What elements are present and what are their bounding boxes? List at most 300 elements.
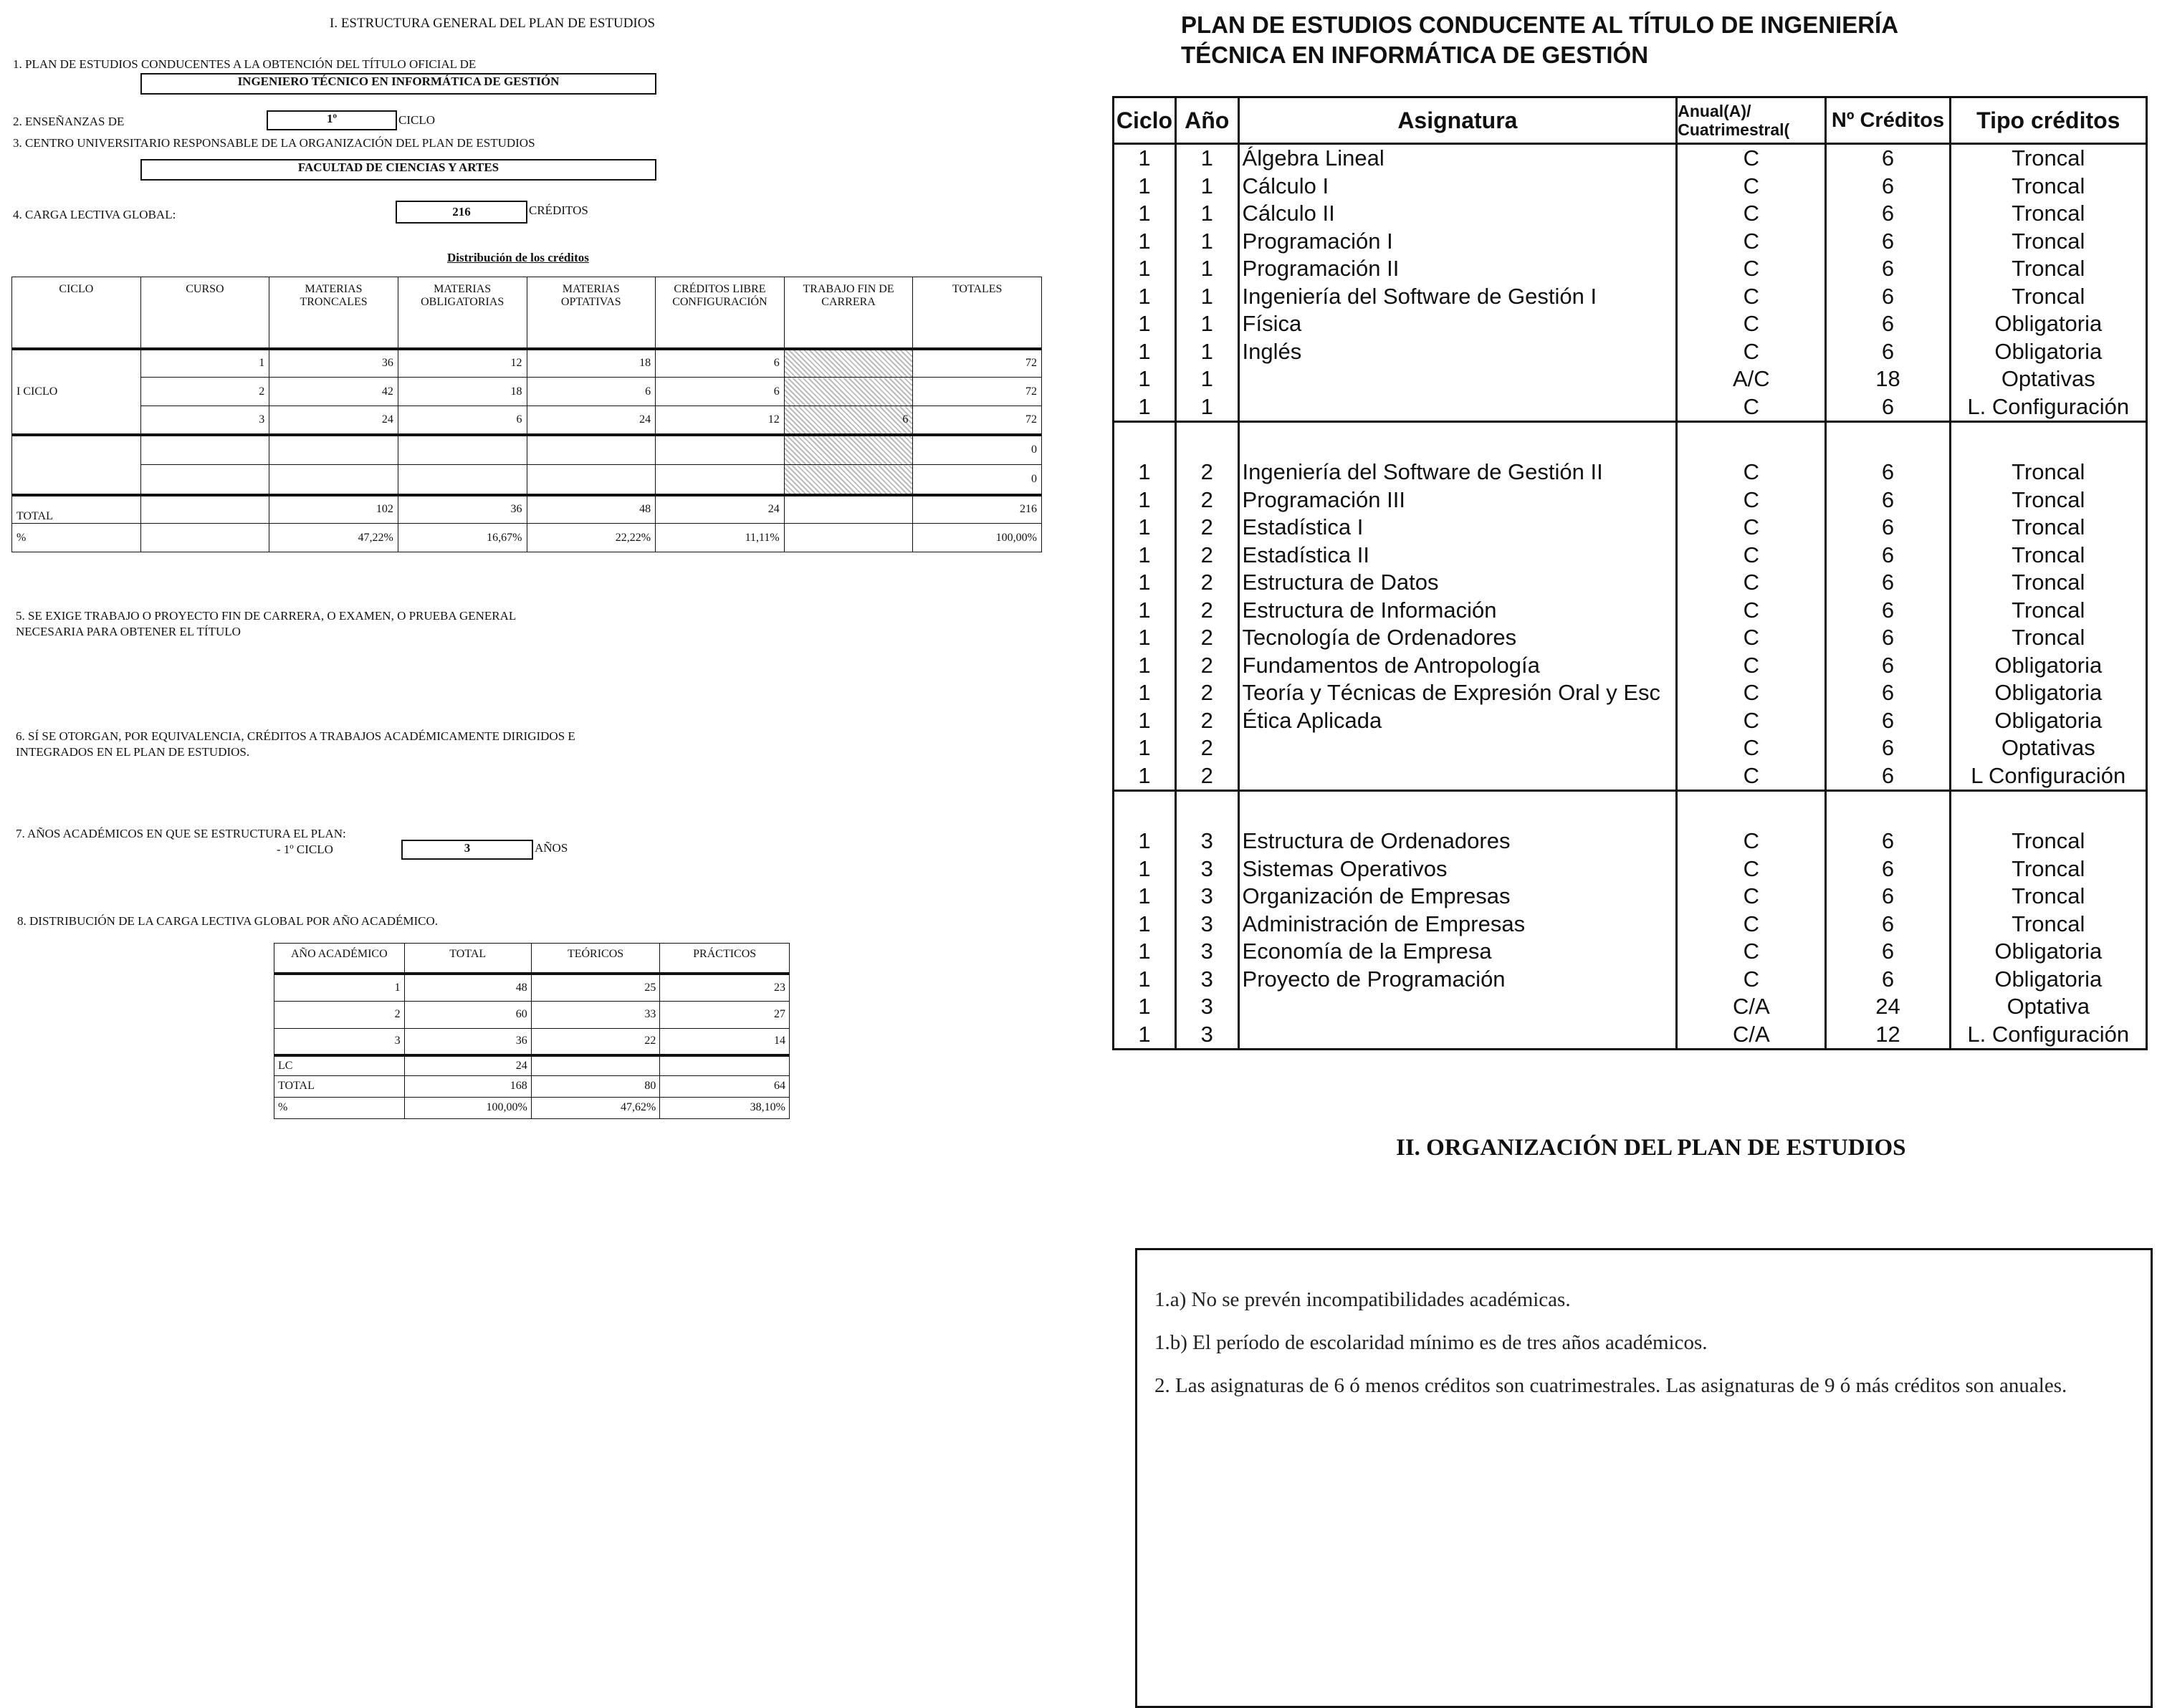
col-curso: CURSO — [140, 277, 269, 349]
ciclo-cell: 1 — [1114, 459, 1176, 486]
col-total: TOTAL — [404, 944, 531, 974]
ciclo-cell: 1 — [1114, 310, 1176, 338]
ciclo-cell: 1 — [1114, 624, 1176, 652]
creditos-cell: 24 — [1826, 993, 1950, 1021]
practicos-cell: 27 — [660, 1001, 790, 1028]
plan-title — [1181, 10, 1898, 70]
creditos-cell: 6 — [1826, 624, 1950, 652]
asignatura-cell: Organización de Empresas — [1238, 883, 1677, 911]
tipo-cell: Troncal — [1950, 855, 2146, 883]
creditos-cell: 6 — [1826, 486, 1950, 514]
subject-row — [1114, 938, 2147, 966]
ano-cell: 2 — [1175, 624, 1238, 652]
ciclo-cell: 1 — [1114, 514, 1176, 542]
asignatura-cell: Estructura de Datos — [1238, 569, 1677, 597]
table-header-row — [1114, 97, 2147, 144]
cycle-suffix: CICLO — [398, 113, 435, 127]
year-cell: % — [274, 1097, 405, 1118]
total-cell: 60 — [404, 1001, 531, 1028]
ano-cell: 3 — [1175, 911, 1238, 939]
optativas-cell: 6 — [527, 378, 656, 406]
table-header-row — [12, 277, 1042, 349]
table-row — [274, 974, 790, 1001]
annual-load-table — [274, 943, 790, 1119]
libre-cell: 6 — [656, 349, 785, 378]
total-cell: 168 — [404, 1075, 531, 1097]
total-row — [274, 1075, 790, 1097]
anual-cuatrimestral-cell: C — [1677, 255, 1826, 283]
total-cell: 100,00% — [404, 1097, 531, 1118]
teoricos-cell: 33 — [531, 1001, 660, 1028]
notes-box — [1135, 1248, 2153, 1708]
anual-cuatrimestral-cell: C — [1677, 228, 1826, 256]
asignatura-cell: Programación III — [1238, 486, 1677, 514]
curso-cell: 2 — [140, 378, 269, 406]
creditos-cell: 6 — [1826, 855, 1950, 883]
anual-cuatrimestral-cell: C/A — [1677, 993, 1826, 1021]
section-2-title: II. ORGANIZACIÓN DEL PLAN DE ESTUDIOS — [1396, 1135, 1906, 1161]
ciclo-cell: 1 — [1114, 1021, 1176, 1050]
subject-row — [1114, 707, 2147, 735]
troncales-cell: 24 — [269, 406, 398, 435]
ciclo-cell: 1 — [1114, 173, 1176, 201]
ciclo-cell: 1 — [1114, 883, 1176, 911]
curso-cell: 1 — [140, 349, 269, 378]
table-row — [12, 465, 1042, 495]
ciclo-cell: 1 — [1114, 228, 1176, 256]
tipo-cell: Troncal — [1950, 883, 2146, 911]
group-spacer — [1114, 791, 2147, 828]
teoricos-cell: 80 — [531, 1075, 660, 1097]
subject-row — [1114, 310, 2147, 338]
ano-cell: 1 — [1175, 365, 1238, 393]
troncales-cell: 36 — [269, 349, 398, 378]
percent-row — [12, 524, 1042, 552]
table-row — [12, 435, 1042, 465]
tipo-cell: Troncal — [1950, 459, 2146, 486]
year-cell: 3 — [274, 1028, 405, 1055]
totales-cell: 0 — [913, 435, 1042, 465]
tipo-cell: Obligatoria — [1950, 938, 2146, 966]
ciclo-cell: 1 — [1114, 255, 1176, 283]
ano-cell: 2 — [1175, 734, 1238, 762]
subject-row — [1114, 597, 2147, 625]
subject-row — [1114, 883, 2147, 911]
anual-cuatrimestral-cell: C — [1677, 338, 1826, 366]
section-5-line2: NECESARIA PARA OBTENER EL TÍTULO — [16, 625, 241, 638]
anual-cuatrimestral-cell: C — [1677, 486, 1826, 514]
ciclo-cell: 1 — [1114, 707, 1176, 735]
tipo-cell: L. Configuración — [1950, 1021, 2146, 1050]
tipo-cell: Troncal — [1950, 200, 2146, 228]
ciclo-cell: I CICLO — [12, 349, 141, 435]
creditos-cell: 6 — [1826, 200, 1950, 228]
ciclo-cell: 1 — [1114, 938, 1176, 966]
anual-cuatrimestral-cell: C — [1677, 569, 1826, 597]
pct-optativas: 22,22% — [527, 524, 656, 552]
total-obligatorias: 36 — [398, 495, 527, 524]
section-5-line1: 5. SE EXIGE TRABAJO O PROYECTO FIN DE CARRERA, O EXAMEN, O PRUEBA GENERAL — [16, 609, 517, 623]
subject-row — [1114, 338, 2147, 366]
table-row — [274, 1001, 790, 1028]
subject-row — [1114, 542, 2147, 570]
anual-cuatrimestral-cell: C — [1677, 966, 1826, 994]
anual-cuatrimestral-cell: C — [1677, 679, 1826, 707]
subject-row — [1114, 911, 2147, 939]
teoricos-cell: 25 — [531, 974, 660, 1001]
optativas-cell: 18 — [527, 349, 656, 378]
subject-row — [1114, 855, 2147, 883]
subject-row — [1114, 569, 2147, 597]
total-cell: 24 — [404, 1055, 531, 1075]
ano-cell: 2 — [1175, 679, 1238, 707]
ano-cell: 3 — [1175, 966, 1238, 994]
subject-row — [1114, 393, 2147, 422]
ciclo-cell: 1 — [1114, 762, 1176, 791]
asignatura-cell: Programación II — [1238, 255, 1677, 283]
creditos-cell: 6 — [1826, 938, 1950, 966]
ano-cell: 1 — [1175, 144, 1238, 173]
spacer-cell — [1238, 791, 1677, 828]
spacer-cell — [1826, 791, 1950, 828]
tipo-cell: Obligatoria — [1950, 652, 2146, 680]
asignatura-cell: Fundamentos de Antropología — [1238, 652, 1677, 680]
asignatura-cell: Proyecto de Programación — [1238, 966, 1677, 994]
col-creditos: Nº Créditos — [1826, 97, 1950, 144]
group-spacer — [1114, 422, 2147, 459]
tipo-cell: Troncal — [1950, 228, 2146, 256]
ano-cell: 3 — [1175, 855, 1238, 883]
pct-obligatorias: 16,67% — [398, 524, 527, 552]
section-4-label: 4. CARGA LECTIVA GLOBAL: — [13, 208, 176, 221]
spacer-cell — [1826, 422, 1950, 459]
anual-cuatrimestral-cell: C — [1677, 652, 1826, 680]
creditos-cell: 6 — [1826, 679, 1950, 707]
tipo-cell: Troncal — [1950, 486, 2146, 514]
col-anual-line2: Cuatrimestral( — [1678, 120, 1790, 139]
tipo-cell: Obligatoria — [1950, 679, 2146, 707]
asignatura-cell: Ingeniería del Software de Gestión II — [1238, 459, 1677, 486]
subject-row — [1114, 144, 2147, 173]
subject-row — [1114, 966, 2147, 994]
ciclo-cell: 1 — [1114, 679, 1176, 707]
ano-cell: 1 — [1175, 338, 1238, 366]
spacer-cell — [1677, 422, 1826, 459]
tfc-cell — [784, 435, 913, 465]
asignatura-cell: Estructura de Ordenadores — [1238, 827, 1677, 855]
plan-title-line1: PLAN DE ESTUDIOS CONDUCENTE AL TÍTULO DE INGENIERÍA — [1181, 11, 1899, 38]
note-1b: 1.b) El período de escolaridad mínimo es de tres años académicos. — [1154, 1331, 1708, 1354]
col-ciclo: Ciclo — [1114, 97, 1176, 144]
ciclo-cell: 1 — [1114, 200, 1176, 228]
ano-cell: 2 — [1175, 652, 1238, 680]
anual-cuatrimestral-cell: C — [1677, 514, 1826, 542]
obligatorias-cell: 18 — [398, 378, 527, 406]
asignatura-cell — [1238, 734, 1677, 762]
creditos-cell: 6 — [1826, 569, 1950, 597]
creditos-cell: 6 — [1826, 652, 1950, 680]
global-load-field: 216 — [396, 201, 527, 224]
ano-cell: 1 — [1175, 173, 1238, 201]
col-ano-academico: AÑO ACADÉMICO — [274, 944, 405, 974]
ciclo-cell: 1 — [1114, 734, 1176, 762]
ano-cell: 2 — [1175, 514, 1238, 542]
asignatura-cell: Tecnología de Ordenadores — [1238, 624, 1677, 652]
totales-cell: 72 — [913, 378, 1042, 406]
creditos-cell: 6 — [1826, 144, 1950, 173]
asignatura-cell: Ingeniería del Software de Gestión I — [1238, 283, 1677, 311]
subject-row — [1114, 365, 2147, 393]
tipo-cell: Obligatoria — [1950, 310, 2146, 338]
tfc-cell — [784, 378, 913, 406]
tfc-cell — [784, 465, 913, 495]
tipo-cell: Obligatoria — [1950, 707, 2146, 735]
anual-cuatrimestral-cell: C — [1677, 883, 1826, 911]
obligatorias-cell: 6 — [398, 406, 527, 435]
creditos-cell: 6 — [1826, 597, 1950, 625]
ano-cell: 3 — [1175, 938, 1238, 966]
asignatura-cell: Cálculo I — [1238, 173, 1677, 201]
table-row — [12, 349, 1042, 378]
col-practicos: PRÁCTICOS — [660, 944, 790, 974]
tipo-cell: Troncal — [1950, 514, 2146, 542]
year-cell: TOTAL — [274, 1075, 405, 1097]
ano-cell: 1 — [1175, 200, 1238, 228]
tipo-cell: L. Configuración — [1950, 393, 2146, 422]
asignatura-cell: Inglés — [1238, 338, 1677, 366]
subject-row — [1114, 486, 2147, 514]
asignatura-cell: Sistemas Operativos — [1238, 855, 1677, 883]
ciclo-cell: 1 — [1114, 855, 1176, 883]
tipo-cell: Optativas — [1950, 734, 2146, 762]
spacer-cell — [1114, 791, 1176, 828]
ciclo-cell: 1 — [1114, 283, 1176, 311]
subject-row — [1114, 459, 2147, 486]
creditos-cell: 6 — [1826, 310, 1950, 338]
anual-cuatrimestral-cell: C — [1677, 707, 1826, 735]
tipo-cell: Obligatoria — [1950, 338, 2146, 366]
ciclo-cell: 1 — [1114, 393, 1176, 422]
creditos-cell: 6 — [1826, 255, 1950, 283]
curso-cell: 3 — [140, 406, 269, 435]
libre-cell: 6 — [656, 378, 785, 406]
asignatura-cell — [1238, 365, 1677, 393]
teoricos-cell: 47,62% — [531, 1097, 660, 1118]
asignatura-cell — [1238, 1021, 1677, 1050]
asignatura-cell: Ética Aplicada — [1238, 707, 1677, 735]
ano-cell: 1 — [1175, 393, 1238, 422]
anual-cuatrimestral-cell: C — [1677, 938, 1826, 966]
ano-cell: 3 — [1175, 993, 1238, 1021]
ano-cell: 1 — [1175, 228, 1238, 256]
col-anual-line1: Anual(A)/ — [1678, 102, 1751, 120]
ano-cell: 1 — [1175, 283, 1238, 311]
distribution-title: Distribución de los créditos — [447, 251, 589, 264]
col-trabajo-fin-carrera: TRABAJO FIN DE CARRERA — [784, 277, 913, 349]
anual-cuatrimestral-cell: C/A — [1677, 1021, 1826, 1050]
ano-cell: 2 — [1175, 762, 1238, 791]
ciclo-cell: 1 — [1114, 911, 1176, 939]
practicos-cell: 23 — [660, 974, 790, 1001]
total-label: TOTAL — [12, 495, 141, 524]
col-obligatorias: MATERIAS OBLIGATORIAS — [398, 277, 527, 349]
left-title: I. ESTRUCTURA GENERAL DEL PLAN DE ESTUDIOS — [330, 16, 656, 31]
table-row — [274, 1028, 790, 1055]
creditos-cell: 6 — [1826, 827, 1950, 855]
col-troncales: MATERIAS TRONCALES — [269, 277, 398, 349]
ciclo-cell: 1 — [1114, 993, 1176, 1021]
tipo-cell: Optativa — [1950, 993, 2146, 1021]
anual-cuatrimestral-cell: C — [1677, 459, 1826, 486]
pct-totales: 100,00% — [913, 524, 1042, 552]
anual-cuatrimestral-cell: C — [1677, 597, 1826, 625]
total-troncales: 102 — [269, 495, 398, 524]
total-totales: 216 — [913, 495, 1042, 524]
asignatura-cell: Estadística II — [1238, 542, 1677, 570]
subjects-body — [1114, 144, 2147, 1050]
section-2-label: 2. ENSEÑANZAS DE — [13, 115, 125, 128]
tipo-cell: Optativas — [1950, 365, 2146, 393]
ano-cell: 3 — [1175, 827, 1238, 855]
tipo-cell: Troncal — [1950, 569, 2146, 597]
creditos-cell: 6 — [1826, 283, 1950, 311]
section-6-line2: INTEGRADOS EN EL PLAN DE ESTUDIOS. — [16, 745, 250, 759]
pct-libre: 11,11% — [656, 524, 785, 552]
subject-row — [1114, 255, 2147, 283]
tipo-cell: Troncal — [1950, 542, 2146, 570]
note-1a: 1.a) No se prevén incompatibilidades académicas. — [1154, 1288, 1571, 1311]
subject-row — [1114, 624, 2147, 652]
col-ciclo: CICLO — [12, 277, 141, 349]
asignatura-cell: Estadística I — [1238, 514, 1677, 542]
teoricos-cell — [531, 1055, 660, 1075]
global-load-suffix: CRÉDITOS — [529, 203, 588, 217]
faculty-field: FACULTAD DE CIENCIAS Y ARTES — [140, 159, 656, 181]
anual-cuatrimestral-cell: C — [1677, 173, 1826, 201]
section-7-label: 7. AÑOS ACADÉMICOS EN QUE SE ESTRUCTURA EL PLAN: — [16, 827, 346, 840]
tfc-cell — [784, 349, 913, 378]
spacer-cell — [1950, 791, 2146, 828]
table-row — [12, 406, 1042, 435]
creditos-cell: 6 — [1826, 734, 1950, 762]
section-6-line1: 6. SÍ SE OTORGAN, POR EQUIVALENCIA, CRÉDITOS A TRABAJOS ACADÉMICAMENTE DIRIGIDOS E — [16, 729, 575, 743]
years-field: 3 — [401, 840, 533, 860]
totales-cell: 0 — [913, 465, 1042, 495]
asignatura-cell: Administración de Empresas — [1238, 911, 1677, 939]
subject-row — [1114, 200, 2147, 228]
section-7-sub: - 1º CICLO — [277, 843, 333, 856]
col-totales: TOTALES — [913, 277, 1042, 349]
ano-cell: 2 — [1175, 707, 1238, 735]
ciclo-cell: 1 — [1114, 542, 1176, 570]
year-cell: 2 — [274, 1001, 405, 1028]
section-3-label: 3. CENTRO UNIVERSITARIO RESPONSABLE DE LA ORGANIZACIÓN DEL PLAN DE ESTUDIOS — [13, 136, 535, 150]
anual-cuatrimestral-cell: C — [1677, 310, 1826, 338]
ano-cell: 2 — [1175, 597, 1238, 625]
ano-cell: 2 — [1175, 486, 1238, 514]
degree-title-field: INGENIERO TÉCNICO EN INFORMÁTICA DE GESTIÓN — [140, 73, 656, 95]
subjects-table — [1112, 96, 2148, 1050]
tipo-cell: Troncal — [1950, 283, 2146, 311]
ciclo-cell-empty — [12, 435, 141, 495]
creditos-cell: 6 — [1826, 228, 1950, 256]
practicos-cell: 14 — [660, 1028, 790, 1055]
tipo-cell: Obligatoria — [1950, 966, 2146, 994]
note-2: 2. Las asignaturas de 6 ó menos créditos son cuatrimestrales. Las asignaturas de 9 ó más créditos son anuales. — [1154, 1374, 2067, 1397]
anual-cuatrimestral-cell: C — [1677, 827, 1826, 855]
year-cell: 1 — [274, 974, 405, 1001]
asignatura-cell: Cálculo II — [1238, 200, 1677, 228]
ano-cell: 2 — [1175, 569, 1238, 597]
creditos-cell: 6 — [1826, 966, 1950, 994]
total-libre: 24 — [656, 495, 785, 524]
col-teoricos: TEÓRICOS — [531, 944, 660, 974]
col-tipo: Tipo créditos — [1950, 97, 2146, 144]
subject-row — [1114, 652, 2147, 680]
creditos-cell: 6 — [1826, 911, 1950, 939]
asignatura-cell — [1238, 762, 1677, 791]
creditos-cell: 6 — [1826, 883, 1950, 911]
tfc-cell: 6 — [784, 406, 913, 435]
ano-cell: 1 — [1175, 255, 1238, 283]
creditos-cell: 18 — [1826, 365, 1950, 393]
practicos-cell: 64 — [660, 1075, 790, 1097]
ciclo-cell: 1 — [1114, 486, 1176, 514]
ciclo-cell: 1 — [1114, 569, 1176, 597]
table-row — [274, 1055, 790, 1075]
table-row — [12, 378, 1042, 406]
tipo-cell: Troncal — [1950, 597, 2146, 625]
tipo-cell: Troncal — [1950, 255, 2146, 283]
creditos-cell: 6 — [1826, 762, 1950, 791]
practicos-cell: 38,10% — [660, 1097, 790, 1118]
anual-cuatrimestral-cell: C — [1677, 624, 1826, 652]
tipo-cell: L Configuración — [1950, 762, 2146, 791]
creditos-cell: 12 — [1826, 1021, 1950, 1050]
totales-cell: 72 — [913, 349, 1042, 378]
year-cell: LC — [274, 1055, 405, 1075]
ciclo-cell: 1 — [1114, 365, 1176, 393]
anual-cuatrimestral-cell: C — [1677, 283, 1826, 311]
subject-row — [1114, 228, 2147, 256]
anual-cuatrimestral-cell: C — [1677, 542, 1826, 570]
ciclo-cell: 1 — [1114, 144, 1176, 173]
subject-row — [1114, 283, 2147, 311]
spacer-cell — [1114, 422, 1176, 459]
anual-cuatrimestral-cell: C — [1677, 911, 1826, 939]
obligatorias-cell: 12 — [398, 349, 527, 378]
subject-row — [1114, 514, 2147, 542]
asignatura-cell: Física — [1238, 310, 1677, 338]
anual-cuatrimestral-cell: C — [1677, 855, 1826, 883]
anual-cuatrimestral-cell: C — [1677, 200, 1826, 228]
plan-title-line2: TÉCNICA EN INFORMÁTICA DE GESTIÓN — [1181, 42, 1649, 68]
years-suffix: AÑOS — [535, 841, 568, 855]
percent-label: % — [12, 524, 141, 552]
asignatura-cell: Programación I — [1238, 228, 1677, 256]
asignatura-cell: Estructura de Información — [1238, 597, 1677, 625]
asignatura-cell: Economía de la Empresa — [1238, 938, 1677, 966]
spacer-cell — [1677, 791, 1826, 828]
anual-cuatrimestral-cell: C — [1677, 144, 1826, 173]
credits-distribution-table — [11, 277, 1042, 552]
total-row — [12, 495, 1042, 524]
section-8-label: 8. DISTRIBUCIÓN DE LA CARGA LECTIVA GLOBAL POR AÑO ACADÉMICO. — [17, 914, 439, 928]
ciclo-cell: 1 — [1114, 597, 1176, 625]
ciclo-cell: 1 — [1114, 966, 1176, 994]
percent-row — [274, 1097, 790, 1118]
asignatura-cell — [1238, 993, 1677, 1021]
